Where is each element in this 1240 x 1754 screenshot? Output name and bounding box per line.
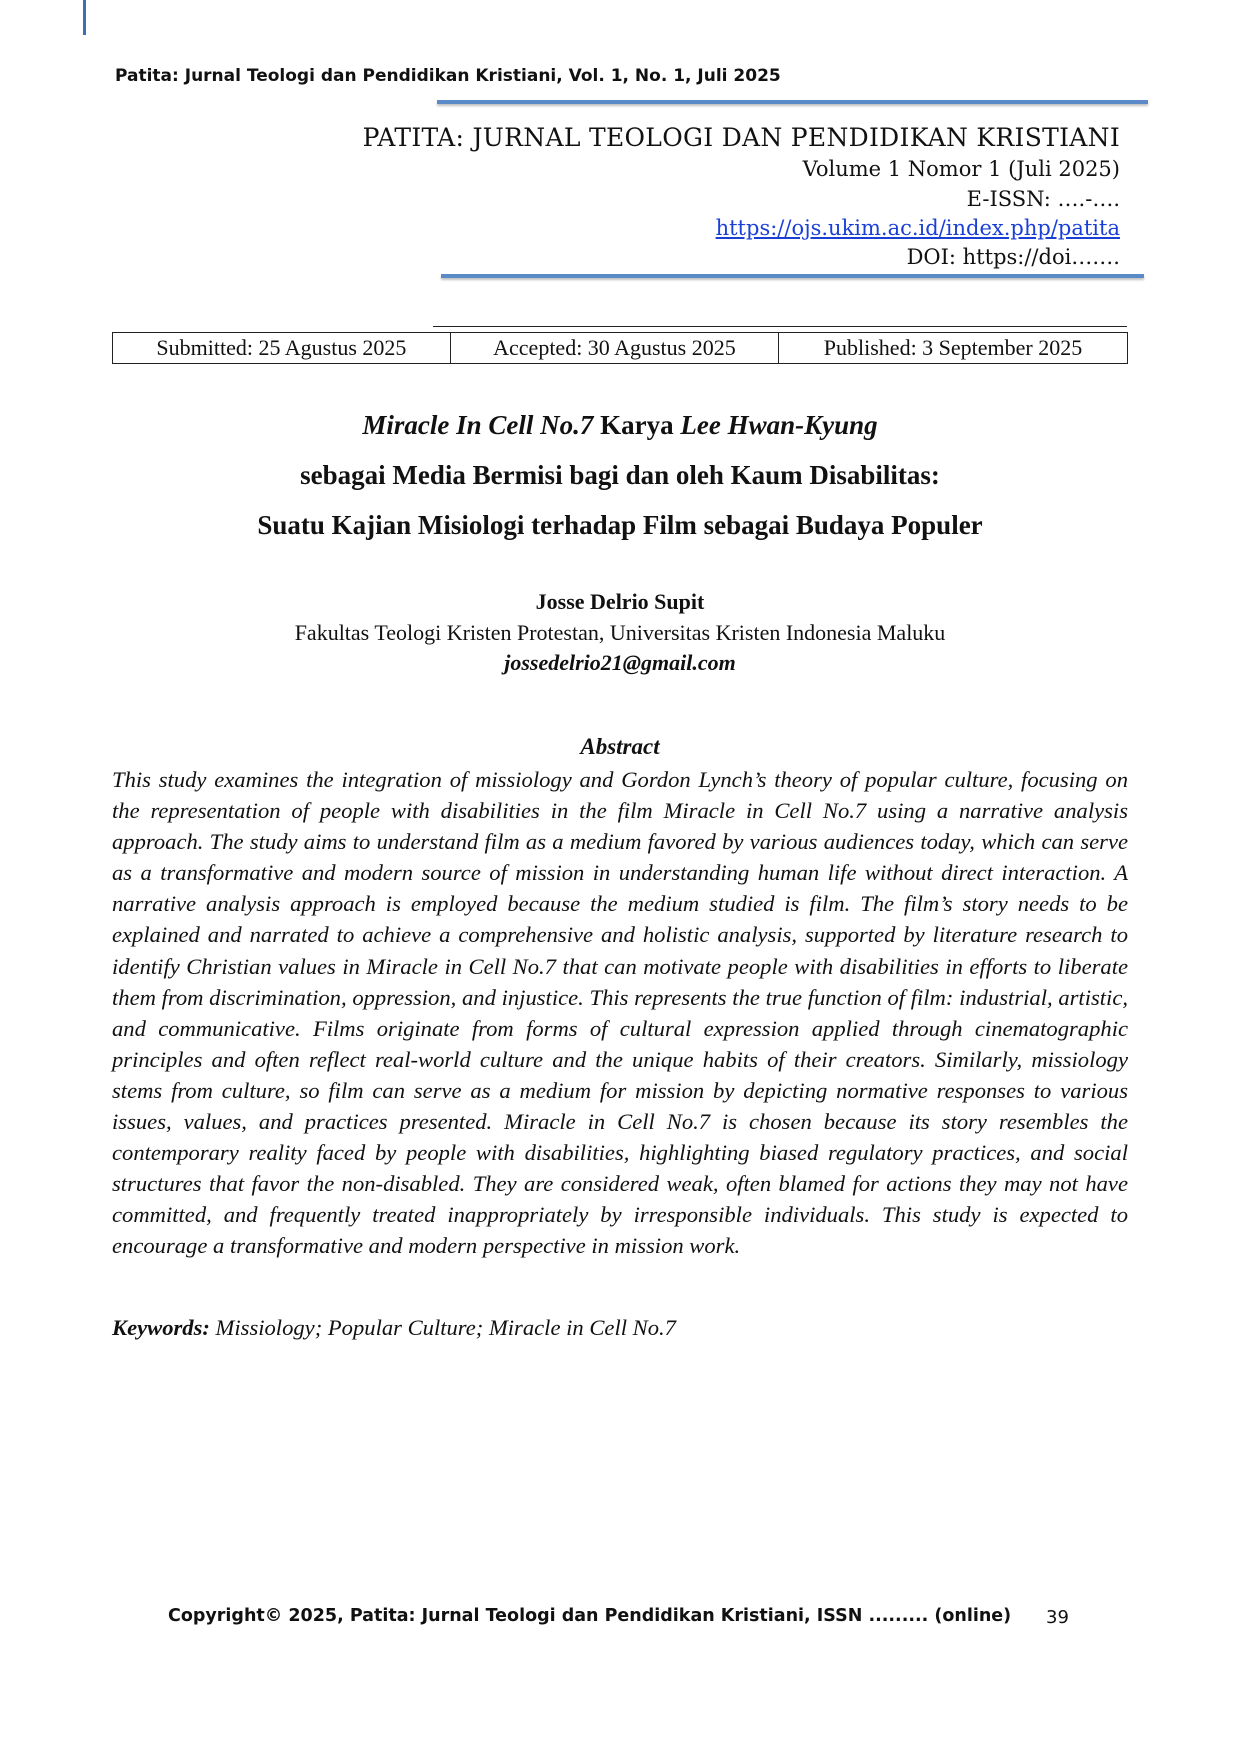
submitted-date: Submitted: 25 Agustus 2025: [113, 333, 451, 364]
abstract-text: This study examines the integration of missiology and Gordon Lynch’s theory of popular culture, focusing on the representation of people with disabilities in the film Miracle in Cell No.7 using a narrative analysis approach. The study aims to understand film as a medium favored by various audiences today, which can serve as a transformative and modern source of mission in understanding human life without direct interaction. A narrative analysis approach is employed because the medium studied is film. The film’s story needs to be explained and narrated to achieve a comprehensive and holistic analysis, supported by literature research to identify Christian values in Miracle in Cell No.7 that can motivate people with disabilities in efforts to liberate them from discrimination, oppression, and injustice. This represents the true function of film: industrial, artistic, and communicative. Films originate from forms of cultural expression applied through cinematographic principles and often reflect real-world culture and the unique habits of their creators. Similarly, missiology stems from culture, so film can serve as a medium for mission by depicting normative responses to various issues, values, and practices presented. Miracle in Cell No.7 is chosen because its story resembles the contemporary reality faced by people with disabilities, highlighting biased regulatory practices, and social structures that favor the non-disabled. They are considered weak, often blamed for actions they may not have committed, and frequently treated inappropriately by irresponsible individuals. This study is expected to encourage a transformative and modern perspective in mission work.: [112, 767, 1128, 1259]
published-date: Published: 3 September 2025: [779, 333, 1128, 364]
dates-table: [112, 332, 1128, 364]
left-margin-mark: [83, 0, 86, 35]
abstract-heading: Abstract: [580, 734, 660, 759]
running-header: Patita: Jurnal Teologi dan Pendidikan Kristiani, Vol. 1, No. 1, Juli 2025: [115, 66, 781, 86]
journal-name: PATITA: JURNAL TEOLOGI DAN PENDIDIKAN KRISTIANI: [362, 123, 1120, 152]
masthead-top-rule: [437, 100, 1148, 104]
accepted-date: Accepted: 30 Agustus 2025: [450, 333, 778, 364]
dates-top-rule: [433, 326, 1127, 327]
keywords-line: [112, 1315, 676, 1341]
article-title-line-1: [0, 410, 1240, 441]
author-affiliation: Fakultas Teologi Kristen Protestan, Universitas Kristen Indonesia Maluku: [294, 620, 946, 645]
keywords-text: Missiology; Popular Culture; Miracle in Cell No.7: [209, 1315, 676, 1340]
author-name: Josse Delrio Supit: [535, 589, 705, 614]
dates-row: [113, 333, 1128, 364]
journal-eissn: E-ISSN: ….-….: [966, 187, 1120, 211]
article-title-line-2: sebagai Media Bermisi bagi dan oleh Kaum Disabilitas:: [300, 460, 940, 490]
footer-copyright: Copyright© 2025, Patita: Jurnal Teologi dan Pendidikan Kristiani, ISSN ......... (online): [168, 1606, 1012, 1626]
masthead-bottom-rule: [441, 274, 1144, 278]
article-title-line-3: Suatu Kajian Misiologi terhadap Film sebagai Budaya Populer: [257, 510, 983, 540]
journal-doi: DOI: https://doi…….: [906, 245, 1120, 269]
film-title: Miracle In Cell No.7: [362, 410, 594, 440]
title-karya: Karya: [593, 410, 681, 440]
director-name: Lee Hwan-Kyung: [680, 410, 878, 440]
keywords-label: Keywords:: [112, 1315, 210, 1340]
page-number: 39: [1046, 1607, 1069, 1628]
journal-volume: Volume 1 Nomor 1 (Juli 2025): [802, 157, 1120, 181]
author-email: jossedelrio21@gmail.com: [504, 650, 736, 675]
journal-url-link[interactable]: https://ojs.ukim.ac.id/index.php/patita: [715, 216, 1120, 240]
